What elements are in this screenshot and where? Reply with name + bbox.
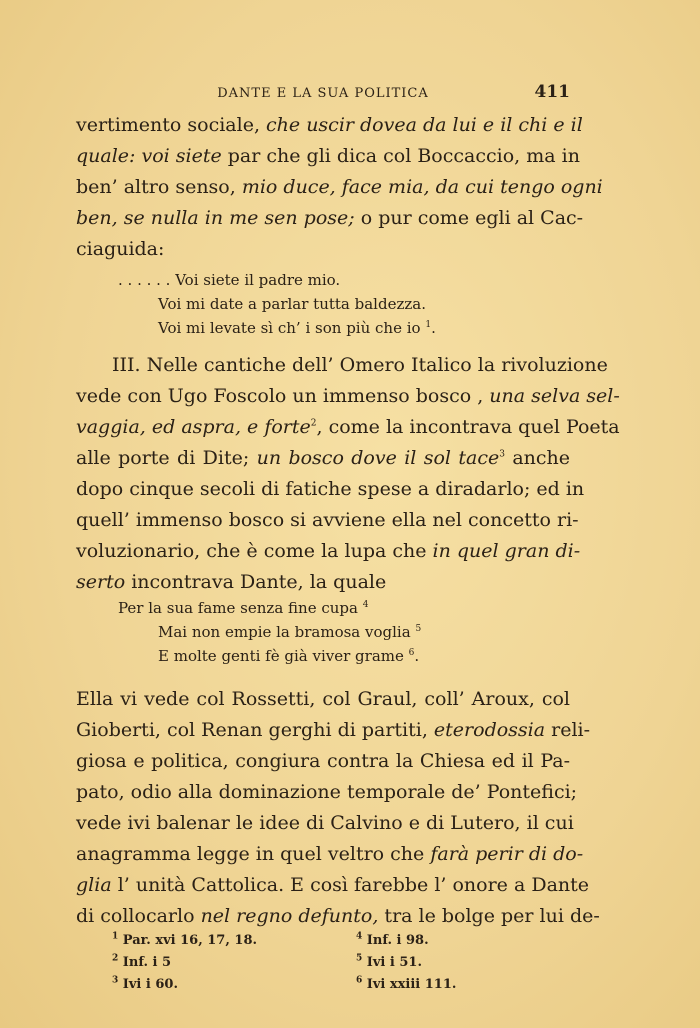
text-span: l’ unità Cattolica. E così farebbe l’ onore a Dante <box>111 874 590 896</box>
text-span: Gioberti, col Renan gerghi di partiti, <box>76 719 434 741</box>
footnote-ref: 1 <box>425 320 432 330</box>
italic-quote: glia <box>76 874 112 896</box>
text-span: di collocarlo <box>76 905 201 927</box>
page-number: 411 <box>534 82 570 102</box>
text-span: anagramma legge in quel veltro che <box>76 843 431 865</box>
verse-quote-lupa <box>118 596 421 668</box>
text-line: vede ivi balenar le idee di Calvino e di Lutero, il cui <box>76 812 574 834</box>
footnote-number: 3 <box>112 975 119 986</box>
italic-quote: quale: voi siete <box>76 145 222 167</box>
footnote-text: Ivi i 60. <box>122 977 178 992</box>
text-line: pato, odio alla dominazione temporale de’ Pontefici; <box>76 781 578 803</box>
text-span: E molte genti fè già viver grame <box>158 647 409 665</box>
paragraph-continuation <box>76 110 603 265</box>
text-line: Ella vi vede col Rossetti, col Graul, coll’ Aroux, col <box>76 688 570 710</box>
footnote-number: 6 <box>356 975 363 986</box>
footnotes-left-column <box>112 930 257 996</box>
text-span: incontrava Dante, la quale <box>125 571 387 593</box>
italic-quote: vaggia, ed aspra, e forte <box>76 416 311 438</box>
text-span: par che gli dica col Boccaccio, ma in <box>221 145 580 167</box>
text-span: tra le bolge per lui de- <box>378 905 600 927</box>
text-line <box>76 172 603 203</box>
running-title: DANTE E LA SUA POLITICA <box>217 86 429 101</box>
footnote <box>112 974 257 996</box>
verse-line: Voi mi levate sì ch’ i son più che io $^1$. <box>158 319 436 337</box>
verse-quote-cacciaguida <box>118 268 436 340</box>
verse-line: Voi mi date a parlar tutta baldezza. <box>158 295 426 313</box>
verse-line: E molte genti fè già viver grame $^6$. <box>158 647 420 665</box>
text-span: anche <box>504 447 571 469</box>
italic-quote: in quel gran di- <box>432 540 581 562</box>
text-span: Voi mi levate sì ch’ i son più che io <box>158 319 426 337</box>
text-line <box>76 412 620 443</box>
text-line <box>76 110 583 141</box>
text-span: ben’ altro senso, <box>76 176 242 198</box>
text-span: alle porte di Dite; <box>76 447 257 469</box>
footnote-number: 5 <box>356 953 363 964</box>
text-line: ciaguida: <box>76 238 165 260</box>
text-line <box>76 715 591 746</box>
text-line: III. Nelle cantiche dell’ Omero Italico la rivoluzione <box>112 354 608 376</box>
text-line <box>76 536 581 567</box>
italic-quote: che uscir dovea da lui e il chi e il <box>266 114 583 136</box>
text-line <box>76 901 600 932</box>
text-line <box>76 839 584 870</box>
footnote <box>112 952 257 974</box>
text-span: , come la incontrava quel Poeta <box>316 416 620 438</box>
italic-quote: eterodossia <box>433 719 546 741</box>
italic-quote: ben, se nulla in me sen pose; <box>76 207 355 229</box>
footnote-text: Inf. i 5 <box>122 955 172 970</box>
footnote-number: 1 <box>112 931 119 942</box>
footnote-number: 2 <box>112 953 119 964</box>
text-span: Mai non empie la bramosa voglia <box>158 623 416 641</box>
footnote <box>356 974 456 996</box>
footnote <box>356 952 456 974</box>
footnote-ref: 2 <box>310 418 317 429</box>
verse-line <box>118 620 421 644</box>
text-line: quell’ immenso bosco si avviene ella nel concetto ri- <box>76 509 579 531</box>
page-header <box>76 82 570 106</box>
italic-quote: da cui tengo ogni <box>435 176 603 198</box>
italic-quote: mio duce, face mia, <box>241 176 430 198</box>
footnote <box>356 930 456 952</box>
footnotes-right-column <box>356 930 456 996</box>
footnote-number: 4 <box>356 931 363 942</box>
verse-line: . . . . . . Voi siete il padre mio. <box>118 271 341 289</box>
verse-line <box>118 596 421 620</box>
italic-quote: nel regno defunto, <box>200 905 379 927</box>
footnote-text: Inf. i 98. <box>366 933 429 948</box>
text-line <box>76 203 584 234</box>
footnote-text: Ivi i 51. <box>366 955 422 970</box>
text-line <box>76 381 620 412</box>
text-span: reli- <box>545 719 591 741</box>
paragraph-ella-vi-vede <box>76 684 600 932</box>
text-span: voluzionario, che è come la lupa che <box>76 540 433 562</box>
footnote-ref: 3 <box>499 449 505 460</box>
text-line <box>76 870 590 901</box>
footnote-ref: 5 <box>415 624 422 634</box>
text-line <box>76 567 570 598</box>
text-span: vede con Ugo Foscolo un immenso bosco , <box>76 385 490 407</box>
footnote-text: Ivi xxiii 111. <box>366 977 457 992</box>
text-span: o pur come egli al Cac- <box>354 207 584 229</box>
italic-quote: una selva sel- <box>489 385 620 407</box>
italic-quote: farà perir di do- <box>430 843 584 865</box>
italic-quote: serto <box>76 571 126 593</box>
footnote <box>112 930 257 952</box>
text-line <box>76 141 580 172</box>
text-line: giosa e politica, congiura contra la Chiesa ed il Pa- <box>76 750 570 772</box>
text-span: Per la sua fame senza fine cupa <box>118 599 363 617</box>
text-line: dopo cinque secoli di fatiche spese a diradarlo; ed in <box>76 478 585 500</box>
text-line <box>76 443 570 474</box>
footnote-text: Par. xvi 16, 17, 18. <box>122 933 258 948</box>
footnote-ref: 6 <box>408 648 415 658</box>
footnote-ref: 4 <box>362 600 369 610</box>
italic-quote: un bosco dove il sol tace <box>256 447 500 469</box>
text-span: vertimento sociale, <box>76 114 267 136</box>
paragraph-section-iii <box>76 350 620 598</box>
